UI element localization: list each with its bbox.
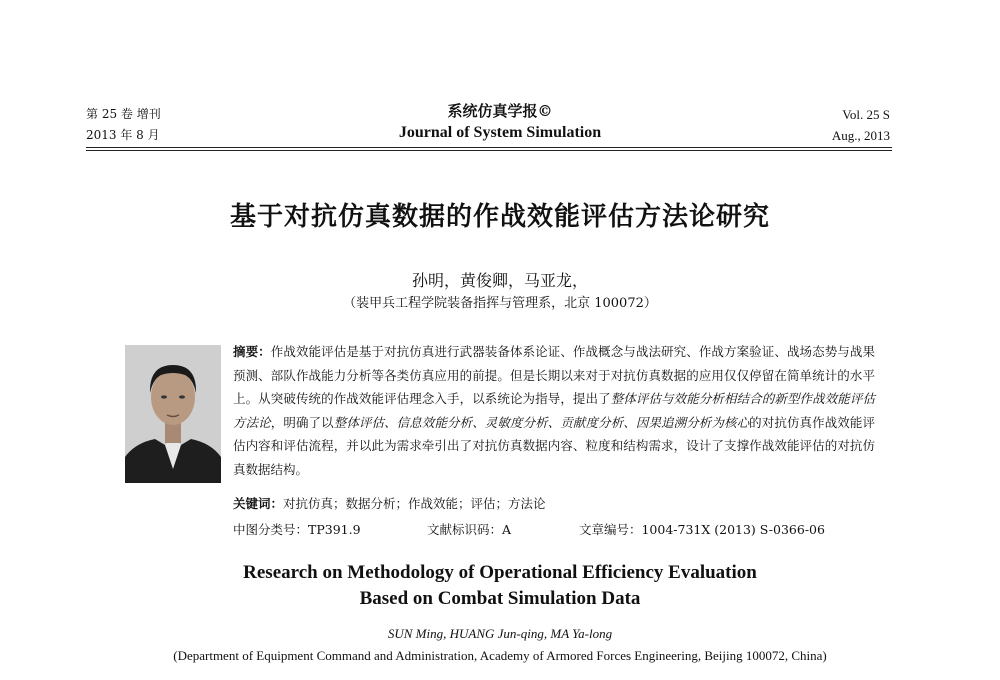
keywords-text: 对抗仿真；数据分析；作战效能；评估；方法论: [283, 496, 546, 511]
article-number: 文章编号：1004-731X (2013) S-0366-06: [578, 522, 825, 537]
affiliation-en: (Department of Equipment Command and Administration, Academy of Armored Forces Engineering, Beijing 100072, China): [173, 648, 827, 663]
volume-label-en: Vol. 25 S: [842, 107, 890, 122]
affiliation-cn: （装甲兵工程学院装备指挥与管理系，北京 100072）: [343, 296, 657, 311]
authors-cn: 孙明，黄俊卿，马亚龙，: [411, 271, 588, 290]
author-photo-image: [125, 345, 221, 483]
issue-date-en: Aug., 2013: [831, 128, 890, 143]
issue-date-cn: 2013 年 8 月: [86, 128, 160, 142]
keywords-cn: [233, 494, 546, 512]
abstract-emphasis-2: 整体评估、信息效能分析、灵敏度分析、贡献度分析、因果追溯分析为核心: [333, 414, 750, 430]
volume-label: 第 25 卷 增刊: [86, 107, 161, 121]
journal-name-en: Journal of System Simulation: [398, 124, 602, 141]
journal-name-cn: 系统仿真学报©: [447, 102, 553, 120]
header-rule-secondary: [86, 150, 892, 151]
classification-line: [233, 520, 933, 538]
abstract-label: 摘要：: [233, 344, 271, 359]
abstract-text-3: 的对抗仿真作战效能评估内容和评估流程，并以此为需求牵引出了对抗仿真数据内容、粒度和结构需求，设计了支撑作战效能评估的对抗仿真数据结构。: [233, 414, 875, 477]
paper-title-en: [0, 560, 1000, 612]
clc-number: 中图分类号：TP391.9: [233, 522, 361, 537]
paper-title-en-line2: Based on Combat Simulation Data: [359, 588, 641, 609]
keywords-label: 关键词：: [233, 496, 284, 511]
paper-title-cn: 基于对抗仿真数据的作战效能评估方法论研究: [229, 202, 770, 232]
abstract-cn: [233, 340, 875, 481]
paper-title-en-line1: Research on Methodology of Operational Efficiency Evaluation: [243, 562, 757, 583]
authors-en: SUN Ming, HUANG Jun-qing, MA Ya-long: [387, 626, 613, 641]
abstract-text-2: ，明确了以: [270, 414, 334, 430]
document-code: 文献标识码：A: [426, 522, 512, 537]
journal-volume-info-en: [832, 104, 890, 146]
header-rule: [86, 147, 892, 148]
abstract-text-1: 作战效能评估是基于对抗仿真进行武器装备体系论证、作战概念与战法研究、作战方案验证、战场态势与战果预测、部队作战能力分析等各类仿真应用的前提。但是长期以来对于对抗仿真数据的应用仅仅停留在简单统计的水平上。从突破传统的作战效能评估理念入手，以系统论为指导，提出了: [233, 344, 875, 406]
abstract-emphasis-1: 整体评估与效能分析相结合的新型作战效能评估方法论: [233, 391, 875, 430]
author-photo: [125, 345, 221, 483]
